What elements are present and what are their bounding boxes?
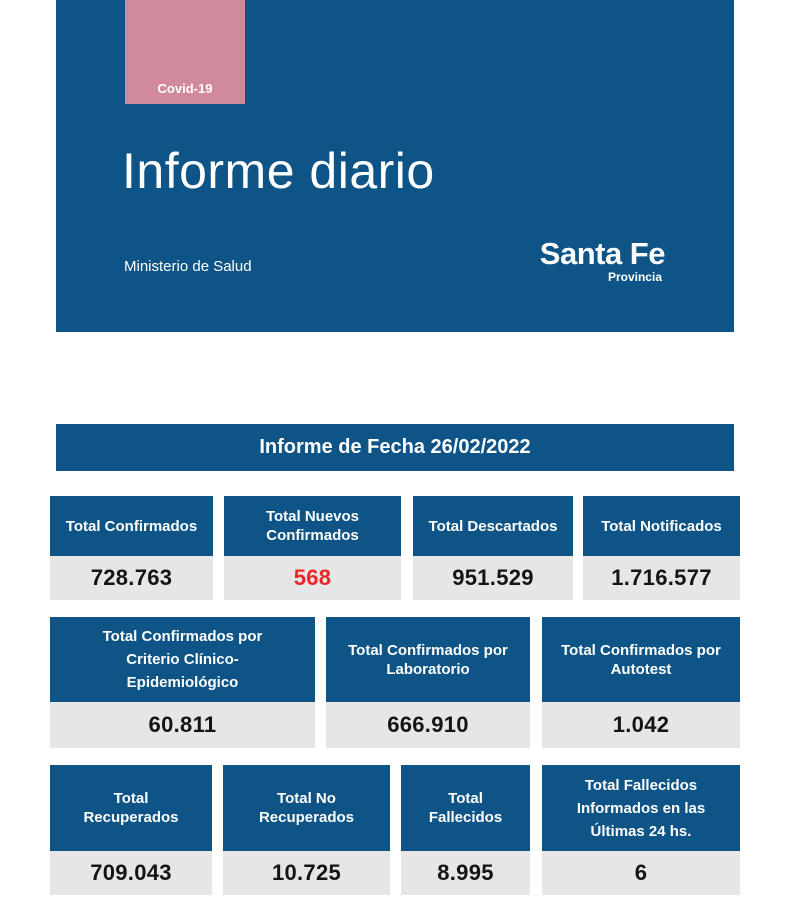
- stat-value: 10.725: [223, 851, 390, 895]
- covid-tag: [125, 0, 245, 104]
- stat-value: 666.910: [326, 702, 530, 748]
- stat-label: Total Recuperados: [50, 765, 212, 851]
- stat-label: Total Fallecidos Informados en las Últimas 24 hs.: [542, 765, 740, 851]
- stat-value: 568: [224, 556, 401, 600]
- stat-card-laboratorio: [326, 617, 530, 748]
- report-date-bar: Informe de Fecha 26/02/2022: [56, 424, 734, 471]
- stat-card-fallecidos-24hs: [542, 765, 740, 895]
- stat-value: 8.995: [401, 851, 530, 895]
- stat-card-nuevos-confirmados: [224, 496, 401, 600]
- stat-card-total-descartados: [413, 496, 573, 600]
- page-title: Informe diario: [122, 143, 435, 199]
- logo-main-text: Santa Fe: [539, 236, 665, 271]
- stat-value: 1.042: [542, 702, 740, 748]
- stat-label: Total Fallecidos: [401, 765, 530, 851]
- stat-card-no-recuperados: [223, 765, 390, 895]
- stat-label: Total Descartados: [413, 496, 573, 556]
- stat-value: 951.529: [413, 556, 573, 600]
- stat-label: Total Nuevos Confirmados: [224, 496, 401, 556]
- stat-card-fallecidos: [401, 765, 530, 895]
- stat-value: 709.043: [50, 851, 212, 895]
- stat-label: Total Confirmados por Laboratorio: [326, 617, 530, 702]
- stat-label: Total Confirmados: [50, 496, 213, 556]
- covid-tag-label: Covid-19: [157, 81, 213, 96]
- stat-value: 1.716.577: [583, 556, 740, 600]
- stat-label: Total No Recuperados: [223, 765, 390, 851]
- santa-fe-logo: [520, 236, 665, 288]
- stat-card-total-notificados: [583, 496, 740, 600]
- stat-value: 6: [542, 851, 740, 895]
- stat-label: Total Notificados: [583, 496, 740, 556]
- stat-label: Total Confirmados por Criterio Clínico-Epidemiológico: [50, 617, 315, 702]
- logo-sub-text: Provincia: [607, 270, 662, 284]
- stat-card-total-confirmados: [50, 496, 213, 600]
- ministry-label: Ministerio de Salud: [124, 258, 252, 275]
- stat-label: Total Confirmados por Autotest: [542, 617, 740, 702]
- stat-value: 728.763: [50, 556, 213, 600]
- stat-card-criterio-clinico: [50, 617, 315, 748]
- stat-card-autotest: [542, 617, 740, 748]
- stat-value: 60.811: [50, 702, 315, 748]
- stat-card-recuperados: [50, 765, 212, 895]
